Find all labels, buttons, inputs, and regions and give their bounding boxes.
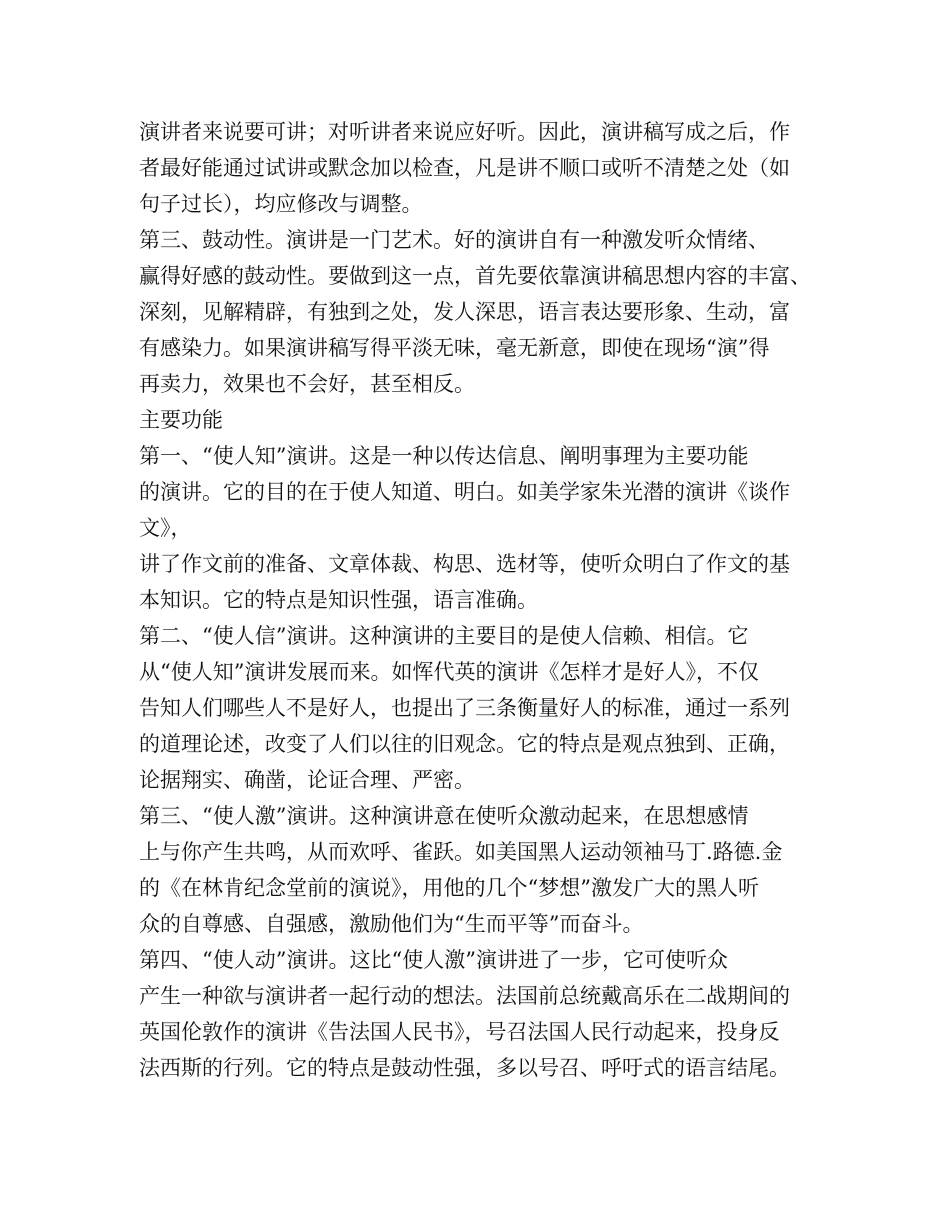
text-line: 本知识。它的特点是知识性强，语言准确。 — [139, 588, 538, 612]
text-line: 众的自尊感、自强感，激励他们为“生而平等”而奋斗。 — [139, 912, 644, 936]
text-line: 从“使人知”演讲发展而来。如恽代英的演讲《怎样才是好人》，不仅 — [139, 660, 759, 684]
section-heading: 主要功能 — [139, 408, 223, 432]
text-line: 第三、鼓动性。演讲是一门艺术。好的演讲自有一种激发听众情绪、 — [139, 228, 769, 252]
text-line: 英国伦敦作的演讲《告法国人民书》，号召法国人民行动起来，投身反 — [139, 1020, 780, 1044]
text-line: 有感染力。如果演讲稿写得平淡无味，毫无新意，即使在现场“演”得 — [139, 336, 770, 360]
text-line: 上与你产生共鸣，从而欢呼、雀跃。如美国黑人运动领袖马丁.路德.金 — [139, 840, 783, 864]
text-line: 第三、“使人激”演讲。这种演讲意在使听众激动起来，在思想感情 — [139, 804, 749, 828]
text-line: 的演讲。它的目的在于使人知道、明白。如美学家朱光潜的演讲《谈作 — [139, 480, 790, 504]
text-line: 论据翔实、确凿，论证合理、严密。 — [139, 768, 475, 792]
text-line: 深刻，见解精辟，有独到之处，发人深思，语言表达要形象、生动，富 — [139, 300, 790, 324]
text-line: 产生一种欲与演讲者一起行动的想法。法国前总统戴高乐在二战期间的 — [139, 984, 790, 1008]
text-line: 法西斯的行列。它的特点是鼓动性强，多以号召、呼吁式的语言结尾。 — [139, 1056, 790, 1080]
document-body — [139, 114, 829, 1086]
text-line: 的《在林肯纪念堂前的演说》，用他的几个“梦想”激发广大的黑人听 — [139, 876, 759, 900]
text-line: 讲了作文前的准备、文章体裁、构思、选材等，使听众明白了作文的基 — [139, 552, 790, 576]
text-line: 第四、“使人动”演讲。这比“使人激”演讲进了一步，它可使听众 — [139, 948, 728, 972]
text-line: 者最好能通过试讲或默念加以检查，凡是讲不顺口或听不清楚之处（如 — [139, 156, 790, 180]
text-line: 第一、“使人知”演讲。这是一种以传达信息、阐明事理为主要功能 — [139, 444, 749, 468]
text-line: 的道理论述，改变了人们以往的旧观念。它的特点是观点独到、正确， — [139, 732, 790, 756]
text-line: 第二、“使人信”演讲。这种演讲的主要目的是使人信赖、相信。它 — [139, 624, 749, 648]
text-line: 句子过长），均应修改与调整。 — [139, 192, 423, 216]
text-line: 告知人们哪些人不是好人，也提出了三条衡量好人的标准，通过一系列 — [139, 696, 790, 720]
text-line: 再卖力，效果也不会好，甚至相反。 — [139, 372, 475, 396]
text-line: 演讲者来说要可讲；对听讲者来说应好听。因此，演讲稿写成之后，作 — [139, 120, 790, 144]
text-line: 赢得好感的鼓动性。要做到这一点，首先要依靠演讲稿思想内容的丰富、 — [139, 264, 811, 288]
text-line: 文》， — [139, 516, 192, 540]
